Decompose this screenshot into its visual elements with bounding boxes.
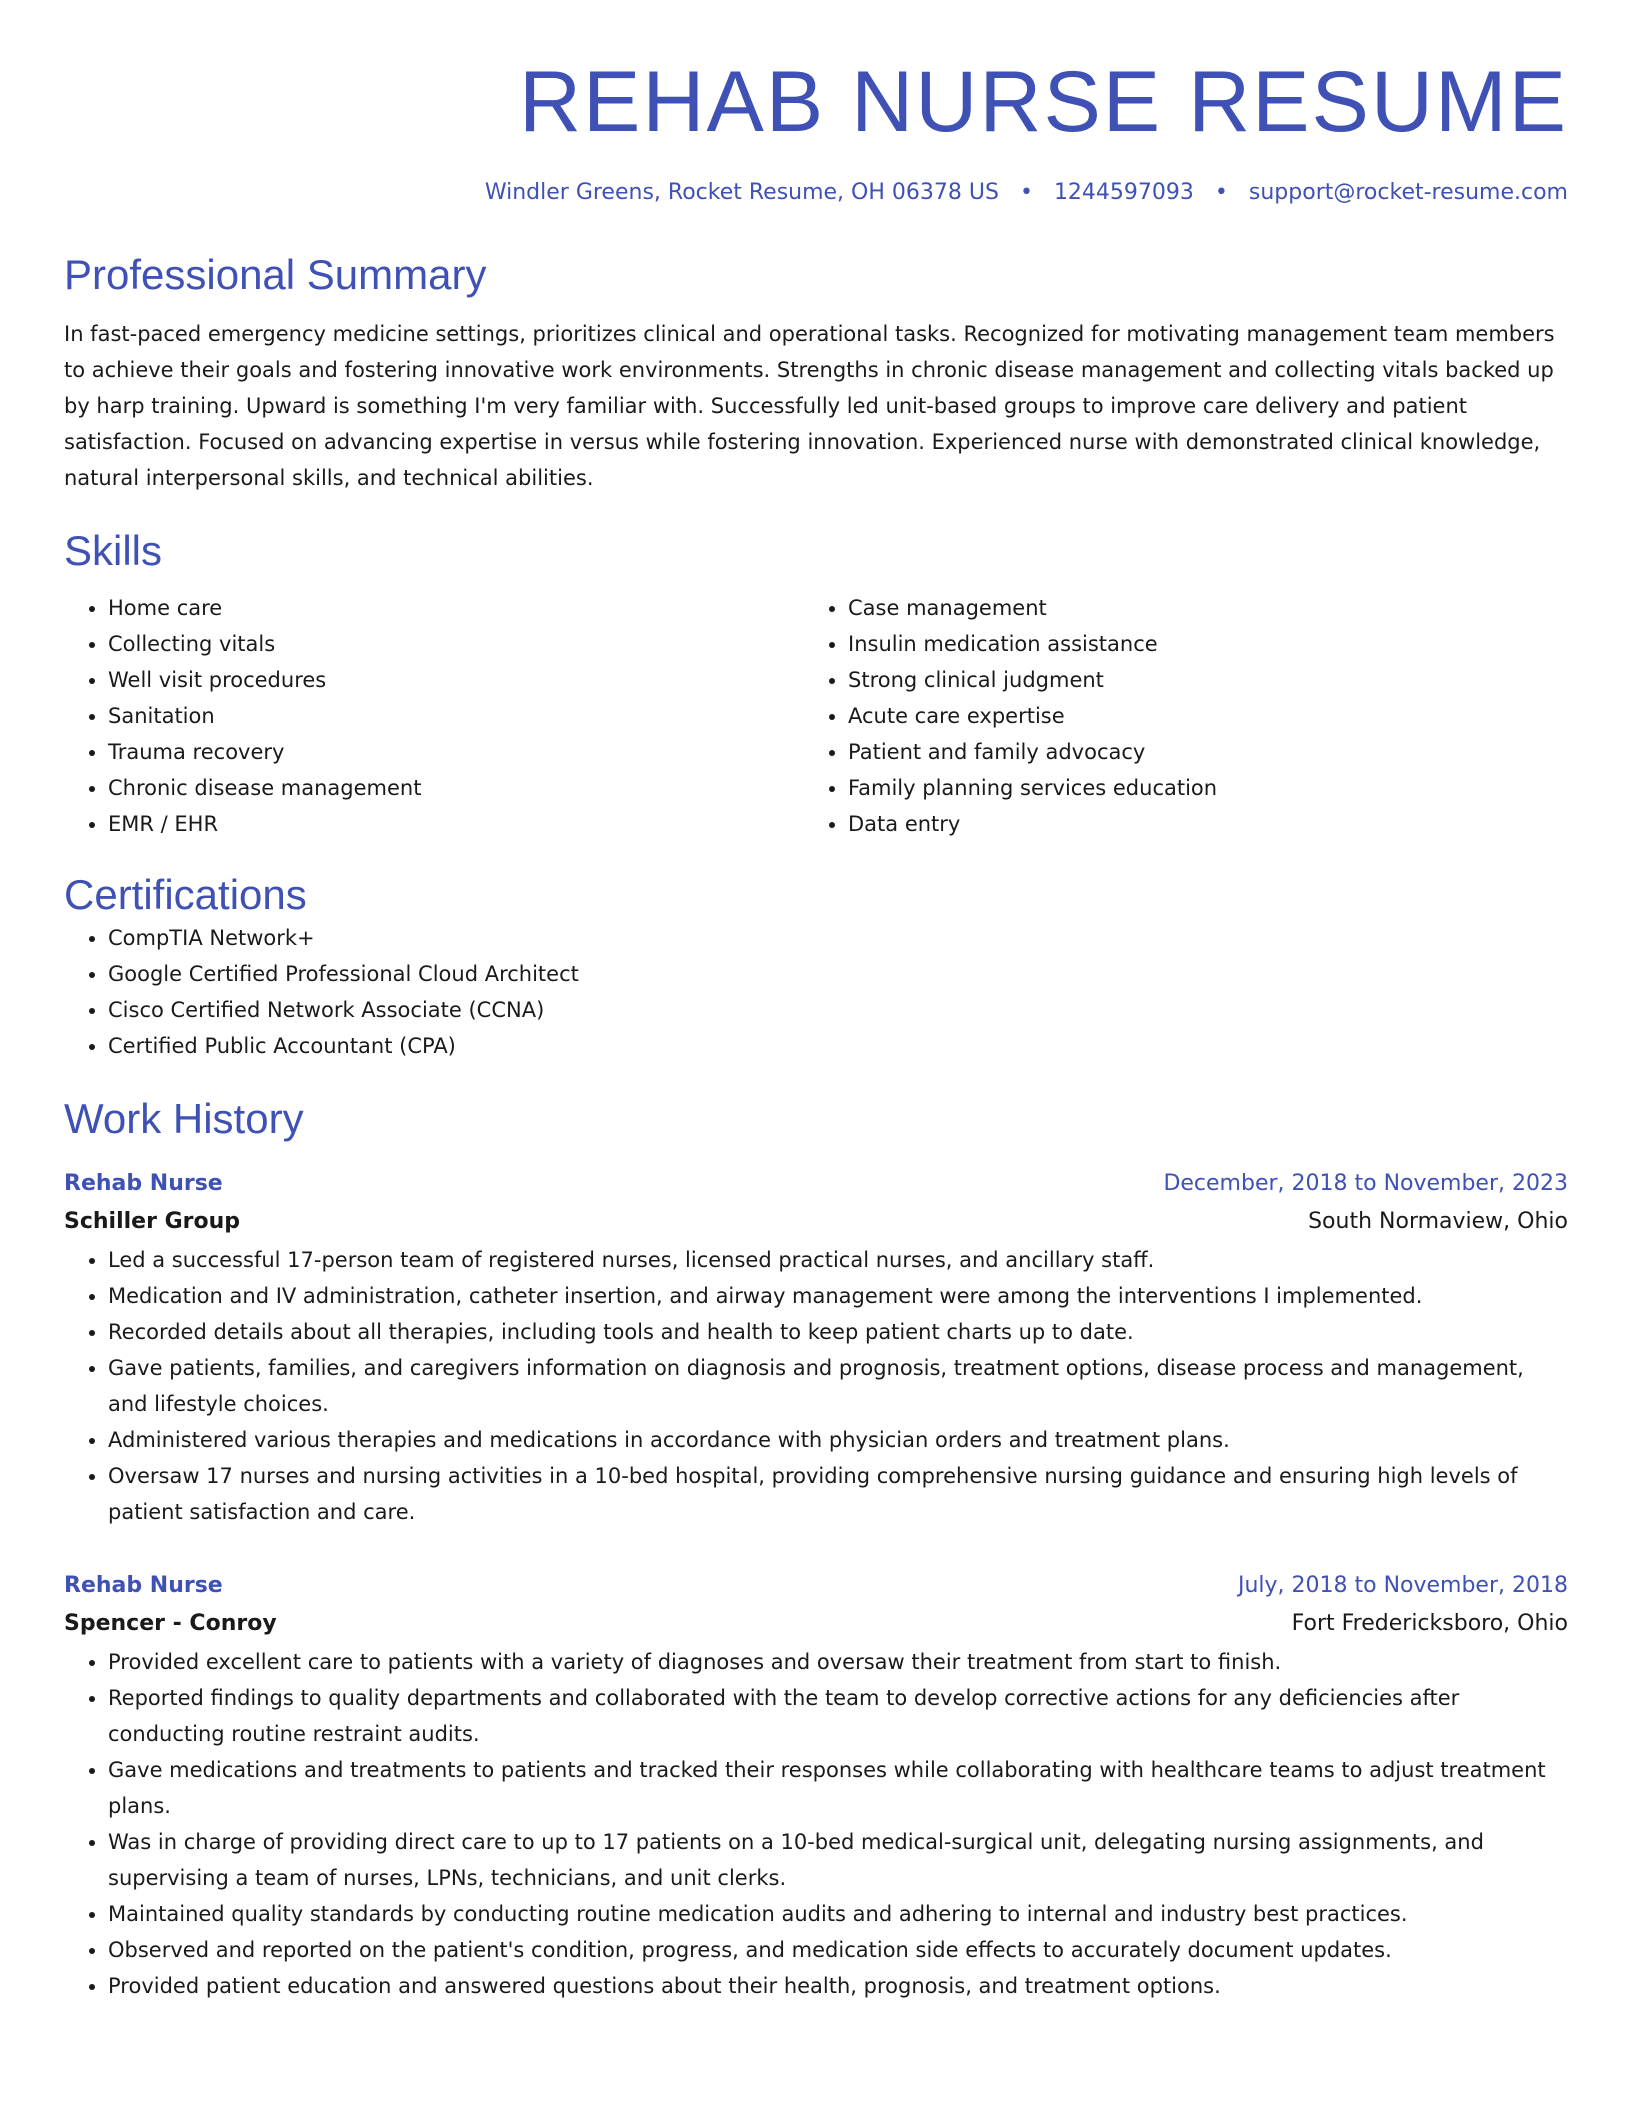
summary-heading: Professional Summary — [64, 251, 487, 298]
skill-item: • Case management — [848, 590, 1544, 626]
job-duty-item: • Oversaw 17 nurses and nursing activities in a 10-bed hospital, providing comprehensive nursing guidance and ensuring high levels of patient satisfaction and care. — [108, 1458, 1568, 1530]
certification-item: • Cisco Certified Network Associate (CCNA) — [108, 992, 1568, 1028]
skill-item: • Data entry — [848, 806, 1544, 842]
contact-address: Windler Greens, Rocket Resume, OH 06378 US — [484, 180, 999, 205]
certification-item: • Certified Public Accountant (CPA) — [108, 1028, 1568, 1064]
contact-phone: 1244597093 — [1053, 180, 1194, 205]
skill-item: • Insulin medication assistance — [848, 626, 1544, 662]
job-employer-row — [64, 1604, 1568, 1644]
job-employer-row — [64, 1202, 1568, 1242]
job-duty-item: • Gave patients, families, and caregivers information on diagnosis and prognosis, treatment options, disease process and management, and lifestyle choices. — [108, 1350, 1568, 1422]
certifications-heading: Certifications — [64, 871, 307, 918]
skills-heading: Skills — [64, 527, 163, 574]
summary-text: In fast-paced emergency medicine settings, prioritizes clinical and operational tasks. Recognized for motivating management team members to achieve their goals and fostering innovative work environments. Strengths in chronic disease management and collecting vitals backed up by harp training. Upward is something I'm very familiar with. Successfully led unit-based groups to improve care delivery and patient satisfaction. Focused on advancing expertise in versus while fostering innovation. Experienced nurse with demonstrated clinical knowledge, natural interpersonal skills, and technical abilities. — [64, 322, 1555, 490]
job-dates: December, 2018 to November, 2023 — [1163, 1171, 1568, 1196]
job-entry — [64, 1166, 1568, 1530]
skill-item: • Well visit procedures — [108, 662, 804, 698]
skill-item: • Family planning services education — [848, 770, 1544, 806]
certification-item: • CompTIA Network+ — [108, 920, 1568, 956]
job-location: Fort Fredericksboro, Ohio — [1291, 1611, 1568, 1636]
job-location: South Normaview, Ohio — [1308, 1209, 1568, 1234]
job-entry — [64, 1568, 1568, 2004]
skill-item: • Collecting vitals — [108, 626, 804, 662]
skills-column-right — [804, 590, 1544, 842]
skills-grid — [64, 590, 1568, 842]
skill-item: • Trauma recovery — [108, 734, 804, 770]
skill-item: • Strong clinical judgment — [848, 662, 1544, 698]
skill-item: • Sanitation — [108, 698, 804, 734]
contact-line — [64, 178, 1568, 208]
job-duty-item: • Was in charge of providing direct care to up to 17 patients on a 10-bed medical-surgical unit, delegating nursing assignments, and supervising a team of nurses, LPNs, technicians, and unit clerks. — [108, 1824, 1568, 1896]
job-duty-item: • Maintained quality standards by conducting routine medication audits and adhering to internal and industry best practices. — [108, 1896, 1568, 1932]
skills-list-left — [64, 590, 804, 842]
job-duty-item: • Provided excellent care to patients with a variety of diagnoses and oversaw their treatment from start to finish. — [108, 1644, 1568, 1680]
skill-item: • EMR / EHR — [108, 806, 804, 842]
skill-item: • Chronic disease management — [108, 770, 804, 806]
resume-title: REHAB NURSE RESUME — [518, 54, 1568, 150]
job-duties-list — [64, 1242, 1568, 1530]
job-duty-item: • Observed and reported on the patient's condition, progress, and medication side effects to accurately document updates. — [108, 1932, 1568, 1968]
job-company: Spencer - Conroy — [64, 1611, 277, 1636]
job-duty-item: • Reported findings to quality departments and collaborated with the team to develop corrective actions for any deficiencies after conducting routine restraint audits. — [108, 1680, 1568, 1752]
certifications-list — [64, 920, 1568, 1064]
job-header-row — [64, 1568, 1568, 1604]
job-duty-item: • Recorded details about all therapies, including tools and health to keep patient charts up to date. — [108, 1314, 1568, 1350]
skill-item: • Patient and family advocacy — [848, 734, 1544, 770]
contact-separator: • — [1019, 180, 1033, 205]
job-header-row — [64, 1166, 1568, 1202]
job-duty-item: • Medication and IV administration, catheter insertion, and airway management were among the interventions I implemented. — [108, 1278, 1568, 1314]
job-duties-list — [64, 1644, 1568, 2004]
job-duty-item: • Led a successful 17-person team of registered nurses, licensed practical nurses, and ancillary staff. — [108, 1242, 1568, 1278]
skill-item: • Home care — [108, 590, 804, 626]
skill-item: • Acute care expertise — [848, 698, 1544, 734]
job-title: Rehab Nurse — [64, 1171, 223, 1196]
work-history-heading: Work History — [64, 1095, 304, 1142]
contact-email: support@rocket-resume.com — [1248, 180, 1568, 205]
skills-list-right — [804, 590, 1544, 842]
job-dates: July, 2018 to November, 2018 — [1237, 1573, 1568, 1598]
job-duty-item: • Provided patient education and answered questions about their health, prognosis, and treatment options. — [108, 1968, 1568, 2004]
job-company: Schiller Group — [64, 1209, 241, 1234]
certification-item: • Google Certified Professional Cloud Architect — [108, 956, 1568, 992]
job-duty-item: • Gave medications and treatments to patients and tracked their responses while collaborating with healthcare teams to adjust treatment plans. — [108, 1752, 1568, 1824]
job-duty-item: • Administered various therapies and medications in accordance with physician orders and treatment plans. — [108, 1422, 1568, 1458]
skills-column-left — [64, 590, 804, 842]
job-title: Rehab Nurse — [64, 1573, 223, 1598]
contact-separator: • — [1214, 180, 1228, 205]
